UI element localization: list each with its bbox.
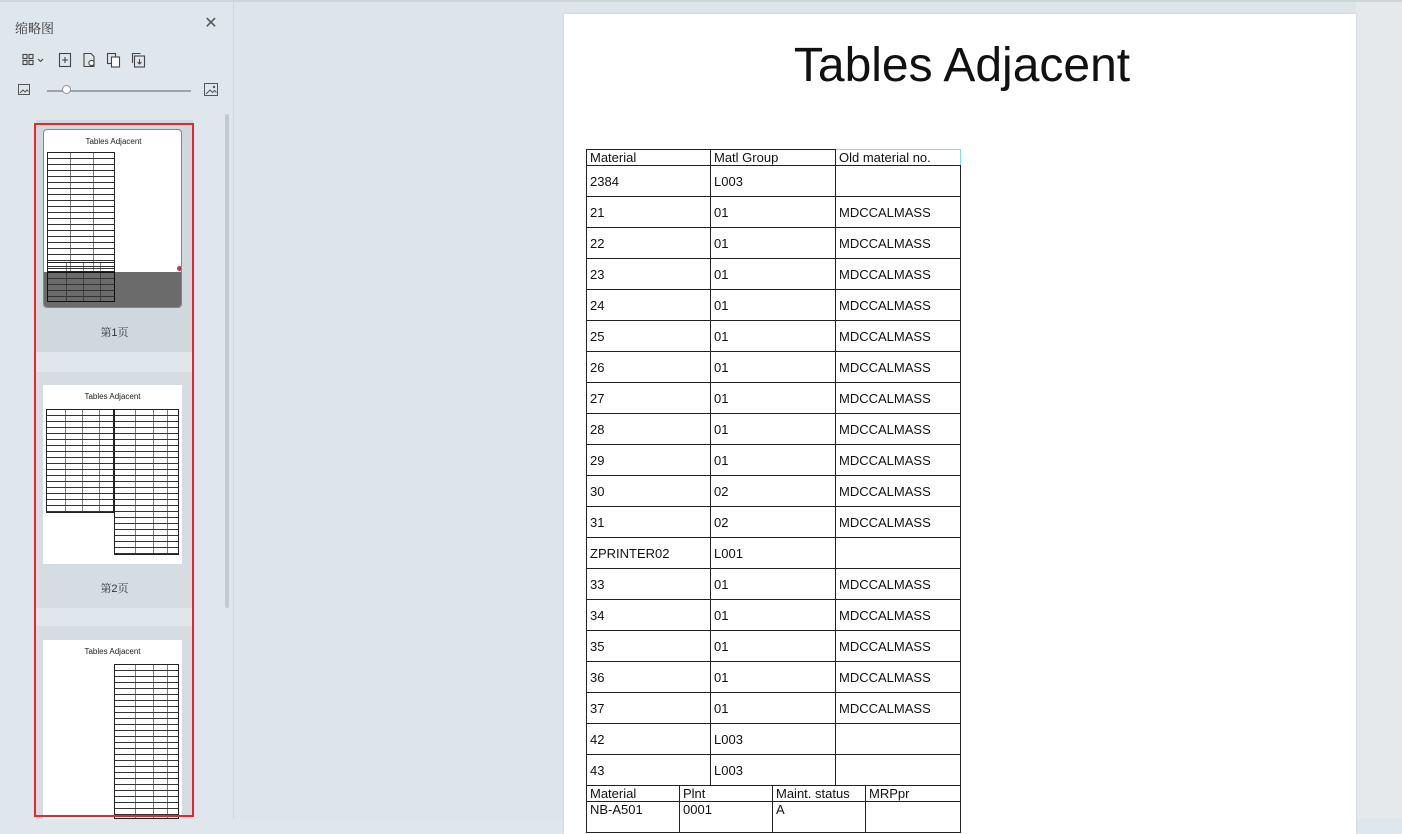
table-cell: 33 bbox=[587, 569, 711, 600]
table-row bbox=[587, 383, 961, 414]
panel-title: 缩略图 bbox=[15, 21, 55, 36]
table-cell: 36 bbox=[587, 662, 711, 693]
table-cell: L003 bbox=[711, 755, 836, 786]
table-row bbox=[587, 476, 961, 507]
column-header: Maint. status bbox=[773, 786, 866, 802]
table-cell: 34 bbox=[587, 600, 711, 631]
table-cell: 27 bbox=[587, 383, 711, 414]
thumbnail-table bbox=[46, 409, 114, 513]
table-row bbox=[587, 662, 961, 693]
table-cell: A bbox=[773, 802, 866, 833]
table-row bbox=[587, 631, 961, 662]
table-cell: 25 bbox=[587, 321, 711, 352]
column-header: Matl Group bbox=[711, 150, 836, 166]
table-row bbox=[587, 228, 961, 259]
table-cell bbox=[836, 538, 961, 569]
table-cell: 01 bbox=[711, 569, 836, 600]
material-table bbox=[586, 149, 961, 786]
table-cell: NB-A501 bbox=[587, 802, 680, 833]
plant-table bbox=[586, 785, 961, 833]
thumbnail-preview bbox=[43, 640, 182, 819]
table-header-row bbox=[587, 786, 961, 802]
table-cell: MDCCALMASS bbox=[836, 507, 961, 538]
table-cell: 02 bbox=[711, 476, 836, 507]
column-header: Material bbox=[587, 786, 680, 802]
table-cell: 01 bbox=[711, 631, 836, 662]
table-cell: 01 bbox=[711, 414, 836, 445]
table-cell: 42 bbox=[587, 724, 711, 755]
table-row bbox=[587, 414, 961, 445]
table-row bbox=[587, 693, 961, 724]
thumbnail-label: 第1页 bbox=[100, 327, 129, 339]
zoom-slider-row bbox=[17, 82, 222, 100]
thumbnail-table bbox=[47, 272, 115, 302]
thumbnail-page-1[interactable] bbox=[36, 120, 193, 352]
table-cell: 24 bbox=[587, 290, 711, 321]
view-mode-icon[interactable] bbox=[20, 50, 48, 70]
table-cell: MDCCALMASS bbox=[836, 259, 961, 290]
canvas-margin bbox=[1356, 2, 1402, 819]
table-cell: MDCCALMASS bbox=[836, 383, 961, 414]
column-header: Plnt bbox=[680, 786, 773, 802]
table-cell: 29 bbox=[587, 445, 711, 476]
thumbnail-preview bbox=[43, 129, 182, 308]
table-cell: MDCCALMASS bbox=[836, 569, 961, 600]
document-page bbox=[564, 14, 1356, 834]
close-icon[interactable]: ✕ bbox=[204, 15, 218, 32]
table-cell: 01 bbox=[711, 228, 836, 259]
table-cell: 23 bbox=[587, 259, 711, 290]
table-cell: ZPRINTER02 bbox=[587, 538, 711, 569]
table-cell: MDCCALMASS bbox=[836, 693, 961, 724]
large-image-icon[interactable] bbox=[203, 82, 219, 103]
table-cell: MDCCALMASS bbox=[836, 414, 961, 445]
table-cell: MDCCALMASS bbox=[836, 445, 961, 476]
thumbnail-title: Tables Adjacent bbox=[84, 647, 141, 656]
table-cell bbox=[836, 755, 961, 786]
thumbnail-preview bbox=[43, 385, 182, 564]
table-cell: 01 bbox=[711, 383, 836, 414]
table-cell: MDCCALMASS bbox=[836, 321, 961, 352]
table-cell: 28 bbox=[587, 414, 711, 445]
table-row bbox=[587, 538, 961, 569]
table-cell: 21 bbox=[587, 197, 711, 228]
table-row bbox=[587, 321, 961, 352]
table-cell: 2384 bbox=[587, 166, 711, 197]
thumbnail-table bbox=[47, 152, 115, 272]
table-cell: 35 bbox=[587, 631, 711, 662]
thumbnail-page-3[interactable] bbox=[36, 626, 193, 819]
table-cell: 01 bbox=[711, 662, 836, 693]
table-cell: L003 bbox=[711, 166, 836, 197]
page-settings-icon[interactable] bbox=[81, 50, 97, 70]
table-cell: 01 bbox=[711, 352, 836, 383]
thumbnail-label: 第2页 bbox=[100, 583, 129, 595]
small-image-icon[interactable] bbox=[17, 83, 31, 102]
table-cell bbox=[836, 166, 961, 197]
table-cell: MDCCALMASS bbox=[836, 197, 961, 228]
thumbnail-scrollbar[interactable] bbox=[225, 114, 229, 608]
table-row bbox=[587, 724, 961, 755]
table-cell: MDCCALMASS bbox=[836, 476, 961, 507]
table-cell: 01 bbox=[711, 445, 836, 476]
thumbnail-page-2[interactable] bbox=[36, 372, 193, 608]
table-cell bbox=[836, 724, 961, 755]
table-cell: MDCCALMASS bbox=[836, 631, 961, 662]
thumbnail-table bbox=[114, 664, 179, 819]
table-cell: 01 bbox=[711, 259, 836, 290]
table-cell bbox=[866, 802, 961, 833]
table-cell: MDCCALMASS bbox=[836, 662, 961, 693]
table-cell: 30 bbox=[587, 476, 711, 507]
table-row bbox=[587, 569, 961, 600]
table-cell: 43 bbox=[587, 755, 711, 786]
table-row bbox=[587, 197, 961, 228]
table-cell: MDCCALMASS bbox=[836, 228, 961, 259]
table-cell: 01 bbox=[711, 693, 836, 724]
table-cell: 01 bbox=[711, 290, 836, 321]
table-cell: 02 bbox=[711, 507, 836, 538]
column-header: MRPpr bbox=[866, 786, 961, 802]
viewport-handle[interactable] bbox=[177, 266, 182, 271]
table-cell: 01 bbox=[711, 197, 836, 228]
table-cell: L003 bbox=[711, 724, 836, 755]
table-row bbox=[587, 290, 961, 321]
table-cell: 26 bbox=[587, 352, 711, 383]
table-row bbox=[587, 600, 961, 631]
table-row bbox=[587, 445, 961, 476]
table-cell: MDCCALMASS bbox=[836, 352, 961, 383]
document-title: Tables Adjacent bbox=[793, 39, 1131, 92]
table-cell: MDCCALMASS bbox=[836, 600, 961, 631]
table-cell: 0001 bbox=[680, 802, 773, 833]
zoom-slider-handle[interactable] bbox=[62, 85, 71, 94]
table-cell: 22 bbox=[587, 228, 711, 259]
thumbnail-title: Tables Adjacent bbox=[84, 392, 141, 401]
table-row bbox=[587, 802, 961, 833]
table-cell: 01 bbox=[711, 321, 836, 352]
table-row bbox=[587, 259, 961, 290]
column-header: Old material no. bbox=[836, 150, 961, 166]
table-row bbox=[587, 507, 961, 538]
thumbnail-title: Tables Adjacent bbox=[85, 137, 142, 146]
table-cell: 31 bbox=[587, 507, 711, 538]
column-header: Material bbox=[587, 150, 711, 166]
table-row bbox=[587, 755, 961, 786]
insert-page-icon[interactable] bbox=[57, 50, 73, 70]
table-header-row bbox=[587, 150, 961, 166]
table-row bbox=[587, 166, 961, 197]
table-cell: 37 bbox=[587, 693, 711, 724]
extract-page-icon[interactable] bbox=[130, 50, 147, 70]
table-cell: 01 bbox=[711, 600, 836, 631]
copy-page-icon[interactable] bbox=[105, 50, 122, 70]
thumbnail-table bbox=[114, 409, 179, 555]
table-cell: L001 bbox=[711, 538, 836, 569]
table-row bbox=[587, 352, 961, 383]
table-cell: MDCCALMASS bbox=[836, 290, 961, 321]
